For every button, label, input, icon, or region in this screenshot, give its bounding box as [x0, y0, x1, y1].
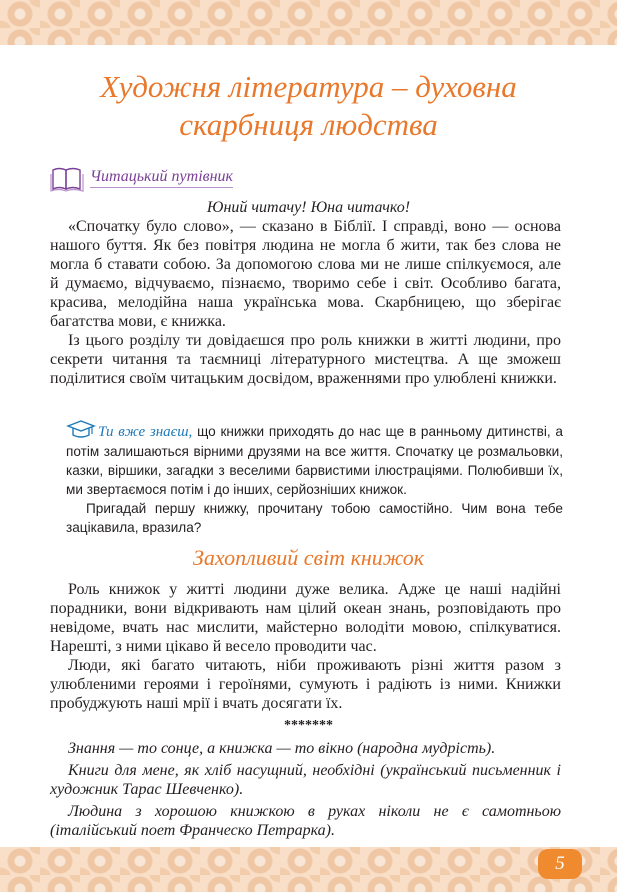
page-title	[0, 68, 617, 144]
books-paragraph-2: Люди, які багато читають, ніби проживають різні життя разом з улюбленими героями і героїнями, сумують і радіють із ними. Книжки пробуджують наші мрії і вчать досягати їх.	[50, 657, 561, 712]
you-already-know-text	[66, 418, 563, 499]
quote-shevchenko: Книги для мене, як хліб насущний, необхідні (український письменник і художник Тарас Шевченко).	[50, 762, 561, 798]
open-book-icon	[50, 164, 84, 192]
recall-question: Пригадай першу книжку, прочитану тобою самостійно. Чим вона тебе зацікавила, вразила?	[66, 501, 563, 535]
books-paragraph-1: Роль книжок у житті людини дуже велика. Адже це наші надійні порадники, вони відкривають нам цілий океан знань, розповідають про невідоме, вчать нас мислити, майстерно володіти мовою, спілкуватися. Нарешті, з ними цікаво й весело проводити час.	[50, 581, 561, 655]
graduation-cap-icon	[66, 418, 96, 442]
separator-stars: *******	[284, 718, 333, 733]
title-line-2: скарбниця людства	[179, 107, 438, 142]
page-number-badge: 5	[538, 849, 582, 879]
you-already-know-body: що книжки приходять до нас ще в ранньому дитинстві, а потім залишаються вірними друзями на все життя. Спочатку це розмальовки, казки, віршики, загадки з веселими барвистими ілюстраціями. Полюбивши їх, ми звертаємося потім і до інших, серйозніших книжок.	[66, 424, 563, 497]
greeting: Юний читачу! Юна читачко!	[206, 199, 411, 216]
title-line-1: Художня література – духовна	[100, 69, 517, 104]
intro-paragraph-2: Із цього розділу ти довідаєшся про роль книжки в житті людини, про секрети читання та таємниці літературного мистецтва. А ще зможеш поділитися своїм читацьким досвідом, враженнями про улюблені книжки.	[50, 332, 561, 387]
section-title: Захопливий світ книжок	[193, 545, 424, 570]
reader-guide-header	[50, 163, 310, 193]
reader-guide-label: Читацький путівник	[90, 168, 233, 188]
quote-folk-wisdom: Знання — то сонце, а книжка — то вікно (народна мудрість).	[68, 740, 496, 757]
you-already-know-lead: Ти вже знаєш,	[98, 424, 193, 440]
intro-paragraph-1: «Спочатку було слово», — сказано в Біблії. І справді, воно — основа нашого буття. Як без повітря людина не могла б жити, так без слова не могла б ставати собою. За допомогою слова ми не лише спілкуємося, але й думаємо, відчуваємо, пізнаємо, творимо себе і світ. Особливо багата, красива, мелодійна наша українська мова. Скарбницею, що зберігає багатства мови, є книжка.	[50, 218, 561, 330]
decorative-border-top	[0, 0, 617, 45]
you-already-know-box	[66, 418, 563, 537]
quote-petrarch: Людина з хорошою книжкою в руках ніколи не є самотньою (італійський поет Франческо Петрарка).	[50, 803, 561, 839]
decorative-border-bottom	[0, 847, 617, 892]
